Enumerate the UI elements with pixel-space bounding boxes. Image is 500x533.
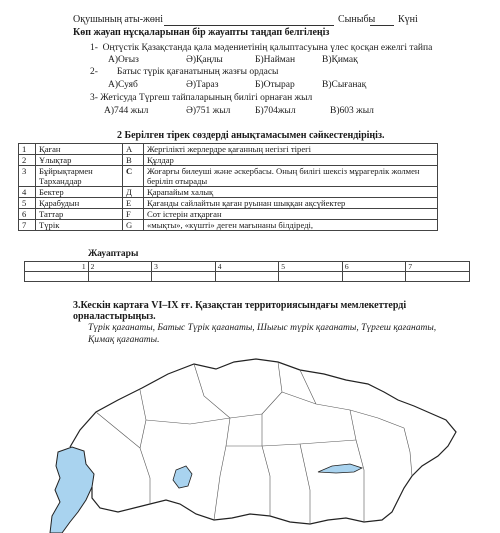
q3-option-c[interactable]: Б)704жыл (255, 106, 296, 116)
row-number: 2 (19, 155, 36, 166)
answer-col-1: 1 (25, 262, 89, 272)
q1-option-a[interactable]: А)Оғыз (108, 55, 139, 65)
definition-cell: Құлдар (144, 155, 438, 166)
term-cell: Қаған (36, 144, 123, 155)
question-text: Оңтүстік Қазақстанда қала мәдениетінің қалыптасуына үлес қосқан ежелгі тайпа (102, 43, 433, 53)
definition-cell: Қағанды сайлайтын қаған руынан шыққан ақсүйектер (144, 198, 438, 209)
section3-title-line2: орналастырыңыз. (73, 311, 156, 322)
definition-cell: Сот істерін атқарған (144, 209, 438, 220)
definition-cell: Қарапайым халық (144, 187, 438, 198)
section2-title: 2 Берілген тірек сөздерді анықтамасымен сәйкестендіріңіз. (117, 130, 385, 141)
answer-col-2: 2 (88, 262, 152, 272)
row-number: 1 (19, 144, 36, 155)
question-number: 3- (90, 93, 98, 103)
term-cell: Таттар (36, 209, 123, 220)
section3-title-line1: 3.Кескін картаға VI–IX ғғ. Қазақстан территориясындағы мемлекеттерді (73, 300, 407, 311)
answer-col-7: 7 (406, 262, 470, 272)
row-number: 7 (19, 220, 36, 231)
section1-title: Көп жауап нұсқаларынан бір жауапты таңдап белгілеңіз (73, 27, 330, 38)
letter-cell: А (123, 144, 144, 155)
q2-option-d[interactable]: В)Сығанақ (322, 80, 367, 90)
lake-balkhash (318, 464, 362, 473)
letter-cell: С (123, 166, 144, 187)
q3-option-d[interactable]: В)603 жыл (330, 106, 374, 116)
class-label: Сыныбы (338, 14, 376, 25)
row-number: 3 (19, 166, 36, 187)
q1-option-d[interactable]: В)Қимақ (322, 55, 358, 65)
q1-option-c[interactable]: Б)Найман (255, 55, 296, 65)
question-number: 2- (90, 67, 98, 77)
question-text: Батыс түрік қағанатының жазғы ордасы (116, 67, 279, 77)
q2-option-b[interactable]: Ә)Тараз (186, 80, 219, 90)
term-cell: Бектер (36, 187, 123, 198)
country-border (70, 359, 456, 524)
row-number: 5 (19, 198, 36, 209)
term-cell: Ұлықтар (36, 155, 123, 166)
section3-items-line2: Қимақ қағанаты. (88, 335, 160, 345)
q3-option-a[interactable]: А)744 жыл (104, 106, 149, 116)
answer-col-3: 3 (152, 262, 216, 272)
question-number: 1- (90, 43, 98, 53)
answer-col-5: 5 (279, 262, 343, 272)
q3-option-b[interactable]: Ә)751 жыл (186, 106, 231, 116)
q1-option-b[interactable]: Ә)Қаңлы (186, 55, 223, 65)
letter-cell: Е (123, 198, 144, 209)
q2-option-c[interactable]: Б)Отырар (255, 80, 295, 90)
term-cell: Бұйрықтармен Тарханддар (36, 166, 123, 187)
section3-items-line1: Түрік қағанаты, Батыс Түрік қағанаты, Шығыс түрік қағанаты, Түргеш қағанаты, (88, 323, 437, 333)
aral-sea (173, 466, 192, 488)
letter-cell: В (123, 155, 144, 166)
definition-cell: Жоғарғы билеуші және әскербасы. Оның билігі шексіз мұрагерлік жолмен беріліп отырады (144, 166, 438, 187)
term-cell: Түрік (36, 220, 123, 231)
question-text: Жетісуда Түргеш тайпаларының билігі орнаған жыл (100, 93, 313, 103)
region-borders (96, 362, 412, 524)
row-number: 6 (19, 209, 36, 220)
q2-option-a[interactable]: А)Суяб (108, 80, 138, 90)
letter-cell: Д (123, 187, 144, 198)
answer-col-6: 6 (342, 262, 406, 272)
answer-col-4: 4 (215, 262, 279, 272)
letter-cell: F (123, 209, 144, 220)
row-number: 4 (19, 187, 36, 198)
definition-cell: Жергілікті жерлердре қағанның негізгі тірегі (144, 144, 438, 155)
day-label: Күні (398, 14, 418, 25)
definition-cell: «мықты», «күшті» деген мағынаны білдіреді, (144, 220, 438, 231)
answers-title: Жауаптары (88, 249, 139, 259)
term-cell: Қарабудын (36, 198, 123, 209)
name-label: Оқушының аты-жөні (73, 14, 164, 25)
caspian-sea (50, 447, 94, 533)
letter-cell: G (123, 220, 144, 231)
